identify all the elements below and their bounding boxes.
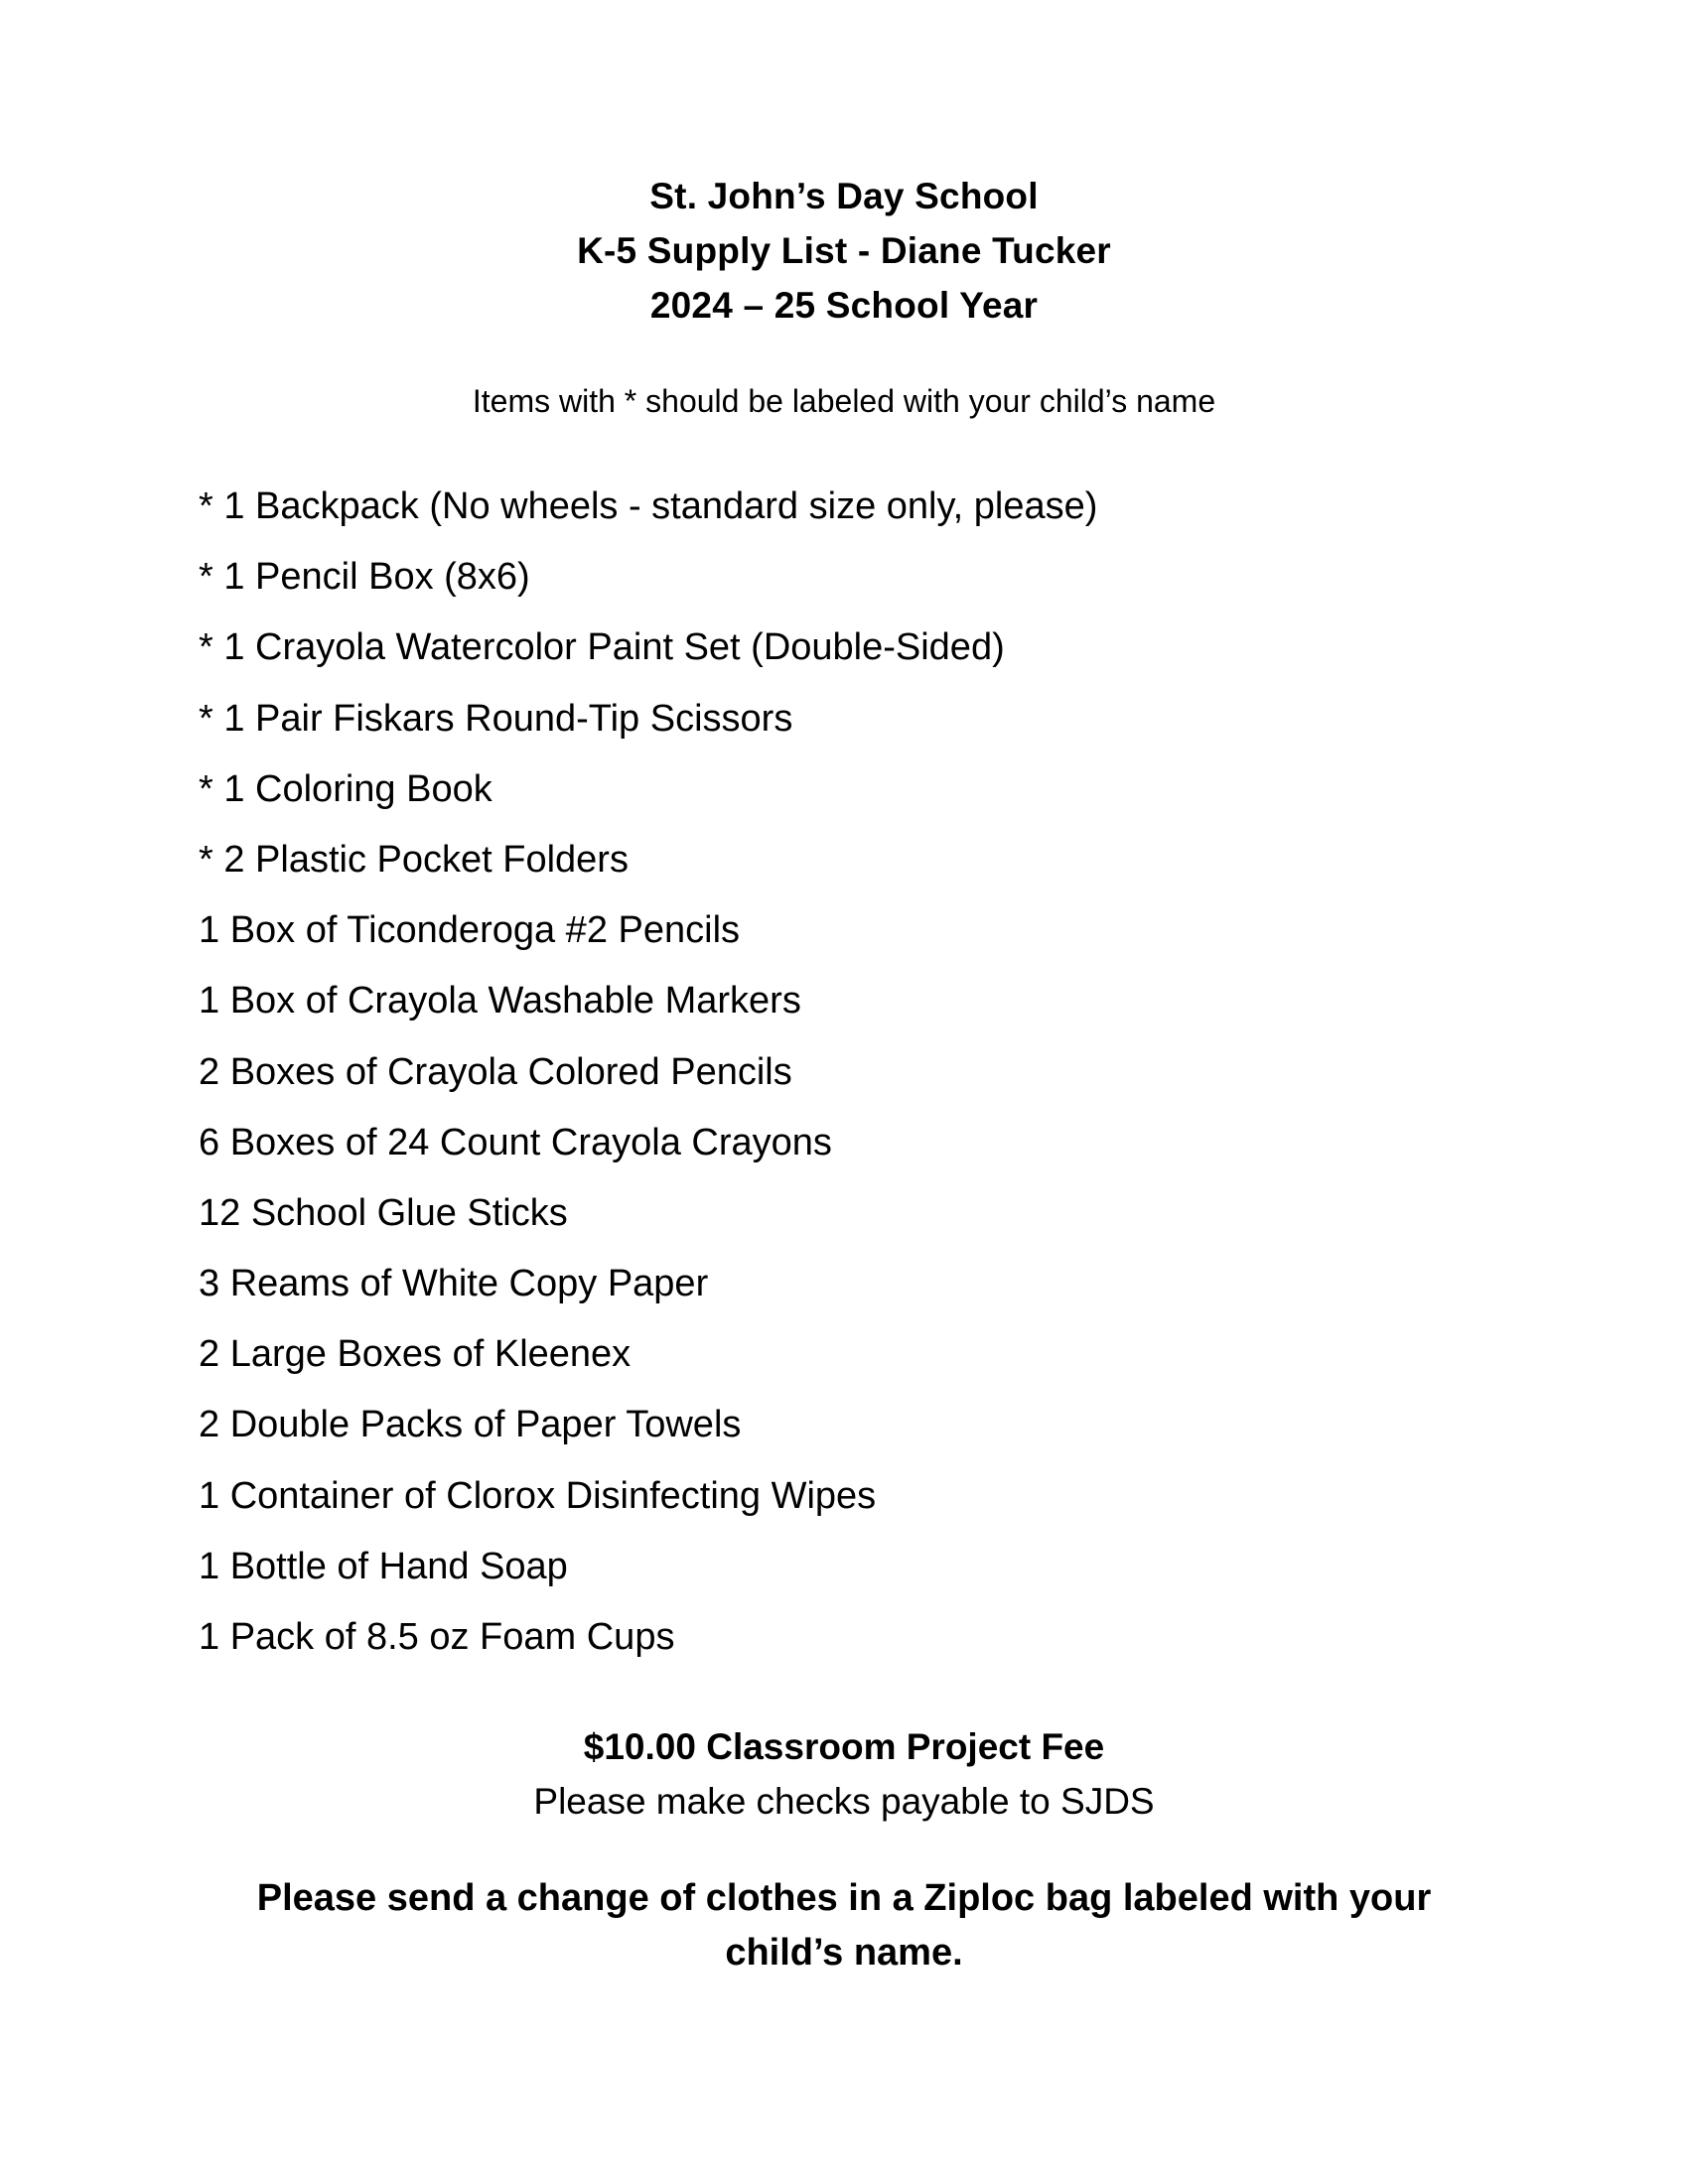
list-title: K-5 Supply List - Diane Tucker: [577, 230, 1111, 271]
supply-item: 1 Bottle of Hand Soap: [199, 1545, 568, 1587]
school-name: St. John’s Day School: [649, 176, 1039, 216]
supply-item: 1 Pack of 8.5 oz Foam Cups: [199, 1616, 675, 1658]
school-year: 2024 – 25 School Year: [649, 285, 1039, 326]
supply-item: * 1 Crayola Watercolor Paint Set (Double-Sided): [199, 626, 1005, 669]
supply-item: * 1 Backpack (No wheels - standard size only, please): [199, 485, 1098, 527]
supply-item: 2 Double Packs of Paper Towels: [199, 1404, 742, 1446]
fee-instructions: Please make checks payable to SJDS: [533, 1781, 1155, 1822]
supply-items-list: [199, 472, 1097, 1673]
label-note: Items with * should be labeled with your child’s name: [472, 383, 1216, 419]
supply-item: * 2 Plastic Pocket Folders: [199, 838, 629, 881]
document-header: [0, 169, 1688, 333]
supply-item: * 1 Pair Fiskars Round-Tip Scissors: [199, 697, 793, 740]
fee-title: $10.00 Classroom Project Fee: [583, 1726, 1105, 1767]
supply-item: 2 Boxes of Crayola Colored Pencils: [199, 1050, 792, 1093]
supply-item: 1 Box of Ticonderoga #2 Pencils: [199, 909, 741, 952]
supply-item: 12 School Glue Sticks: [199, 1191, 568, 1234]
supply-item: 1 Box of Crayola Washable Markers: [199, 980, 801, 1023]
supply-item: * 1 Pencil Box (8x6): [199, 556, 530, 599]
supply-item: * 1 Coloring Book: [199, 767, 492, 810]
supply-item: 2 Large Boxes of Kleenex: [199, 1333, 632, 1376]
supply-item: 6 Boxes of 24 Count Crayola Crayons: [199, 1121, 832, 1163]
fee-section: [0, 1719, 1688, 1829]
closing-note: Please send a change of clothes in a Ziploc bag labeled with your child’s name.: [256, 1877, 1432, 1974]
supply-item: 3 Reams of White Copy Paper: [199, 1263, 709, 1305]
supply-item: 1 Container of Clorox Disinfecting Wipes: [199, 1474, 877, 1517]
